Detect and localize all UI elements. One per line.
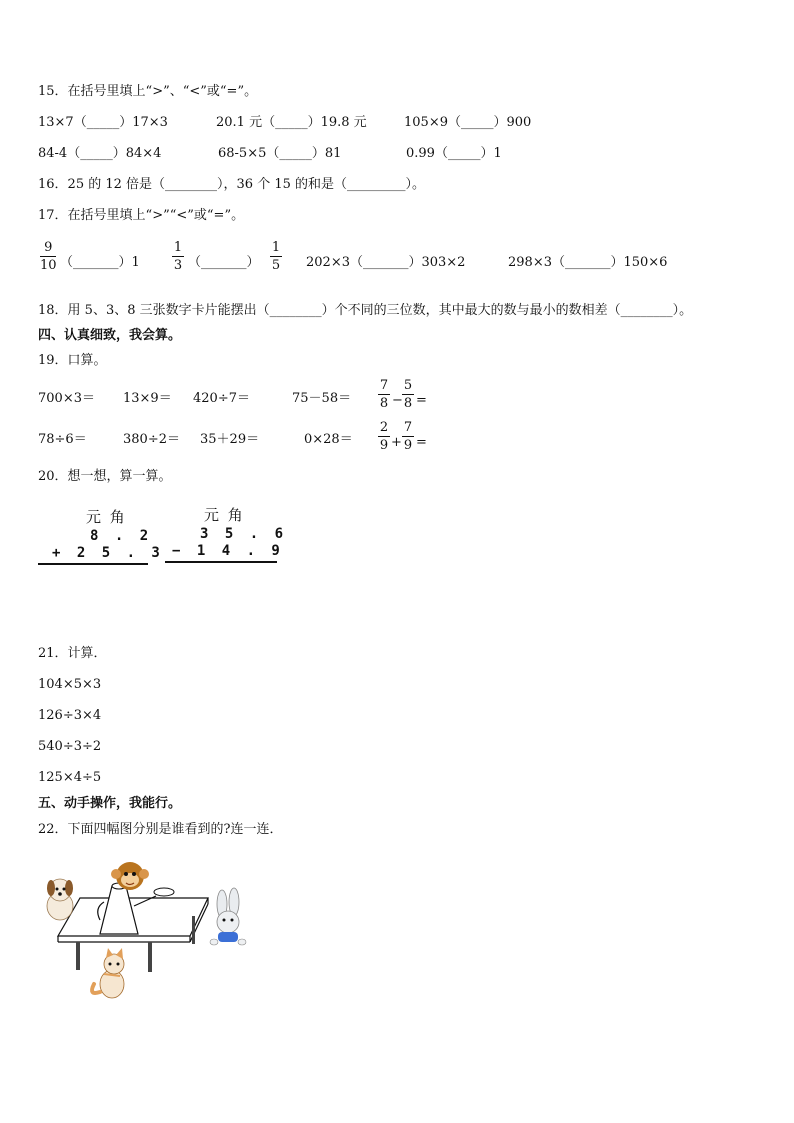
- fraction-denominator: 5: [271, 258, 281, 273]
- q22-title: 22．下面四幅图分别是谁看到的?连一连．: [38, 822, 283, 837]
- q22-illustration: [38, 856, 253, 1006]
- q17-item-3: 202×3（_______）303×2: [306, 255, 466, 270]
- q19-fraction-b1: [402, 378, 414, 411]
- q17-fraction-1: [40, 240, 57, 273]
- q19-eq-1: =: [416, 393, 427, 408]
- section-5-heading: 五、动手操作，我能行。: [38, 796, 182, 811]
- fraction-numerator: 1: [271, 240, 281, 255]
- q17-item-4: 298×3（_______）150×6: [508, 255, 668, 270]
- fraction-numerator: 5: [403, 378, 413, 393]
- q15-r2-item1: 84-4（_____）84×4: [38, 146, 162, 161]
- fraction-numerator: 7: [403, 420, 413, 435]
- fraction-denominator: 10: [40, 258, 57, 273]
- fraction-numerator: 2: [379, 420, 389, 435]
- fraction-denominator: 8: [379, 396, 389, 411]
- q17-fraction-3: [270, 240, 282, 273]
- fraction-denominator: 9: [403, 438, 413, 453]
- q19-r1-c4: 75－58＝: [292, 391, 352, 406]
- q19-r2-c1: 78÷6＝: [38, 432, 87, 447]
- q20-calc1-line2: + 2 5 . 3: [52, 545, 164, 561]
- q17-fraction-2: [172, 240, 184, 273]
- fraction-numerator: 1: [173, 240, 183, 255]
- q21-item-3: 540÷3÷2: [38, 739, 102, 754]
- fraction-numerator: 9: [44, 240, 53, 255]
- q17-compare-2: （_______）: [188, 255, 260, 270]
- q19-eq-2: =: [416, 435, 427, 450]
- q19-title: 19．口算。: [38, 353, 107, 368]
- q19-r1-c2: 13×9＝: [123, 391, 172, 406]
- q20-calc1-header: 元 角: [86, 508, 127, 526]
- q19-fraction-a2: [378, 420, 390, 453]
- q18-text: 18．用 5、3、8 三张数字卡片能摆出（________）个不同的三位数，其中最大的数与最小的数相差（________）。: [38, 303, 693, 318]
- q17-compare-1: （_______）1: [60, 255, 140, 270]
- q19-r2-c4: 0×28＝: [304, 432, 353, 447]
- q19-fraction-b2: [402, 420, 414, 453]
- q21-title: 21．计算．: [38, 646, 107, 661]
- q19-r1-c3: 420÷7＝: [193, 391, 250, 406]
- q15-r1-item3: 105×9（_____）900: [404, 115, 532, 130]
- q20-title: 20．想一想，算一算。: [38, 469, 172, 484]
- q15-r2-item3: 0.99（_____）1: [406, 146, 502, 161]
- fraction-numerator: 7: [379, 378, 389, 393]
- rabbit-drawing: [210, 888, 246, 945]
- q16-text: 16．25 的 12 倍是（________），36 个 15 的和是（_________）。: [38, 177, 426, 192]
- q19-op-2: +: [391, 435, 402, 450]
- fraction-denominator: 8: [403, 396, 413, 411]
- q17-title: 17．在括号里填上“>”“<”或“=”。: [38, 208, 245, 223]
- q20-calc1-rule: [38, 563, 148, 565]
- cat-drawing: [92, 948, 124, 998]
- fraction-denominator: 9: [379, 438, 389, 453]
- q21-item-4: 125×4÷5: [38, 770, 102, 785]
- q19-r1-c1: 700×3＝: [38, 391, 95, 406]
- q15-r2-item2: 68-5×5（_____）81: [218, 146, 342, 161]
- dog-drawing: [47, 879, 73, 920]
- q19-fraction-a1: [378, 378, 390, 411]
- q20-calc2-rule: [165, 561, 277, 563]
- q20-calc1-line1: 8 . 2: [90, 528, 153, 544]
- table-drawing: [58, 898, 208, 972]
- q15-r1-item2: 20.1 元（_____）19.8 元: [216, 115, 367, 130]
- q21-item-1: 104×5×3: [38, 677, 102, 692]
- q21-item-2: 126÷3×4: [38, 708, 102, 723]
- q20-calc2-header: 元 角: [204, 506, 245, 524]
- section-4-heading: 四、认真细致，我会算。: [38, 328, 182, 343]
- q19-r2-c2: 380÷2＝: [123, 432, 180, 447]
- q19-r2-c3: 35＋29＝: [200, 432, 260, 447]
- q20-calc2-line2: − 1 4 . 9: [172, 543, 284, 559]
- q20-calc2-line1: 3 5 . 6: [200, 526, 288, 542]
- fraction-denominator: 3: [173, 258, 183, 273]
- q15-r1-item1: 13×7（_____）17×3: [38, 115, 168, 130]
- q19-op-1: −: [392, 393, 403, 408]
- q15-title: 15．在括号里填上“>”、“<”或“=”。: [38, 84, 258, 99]
